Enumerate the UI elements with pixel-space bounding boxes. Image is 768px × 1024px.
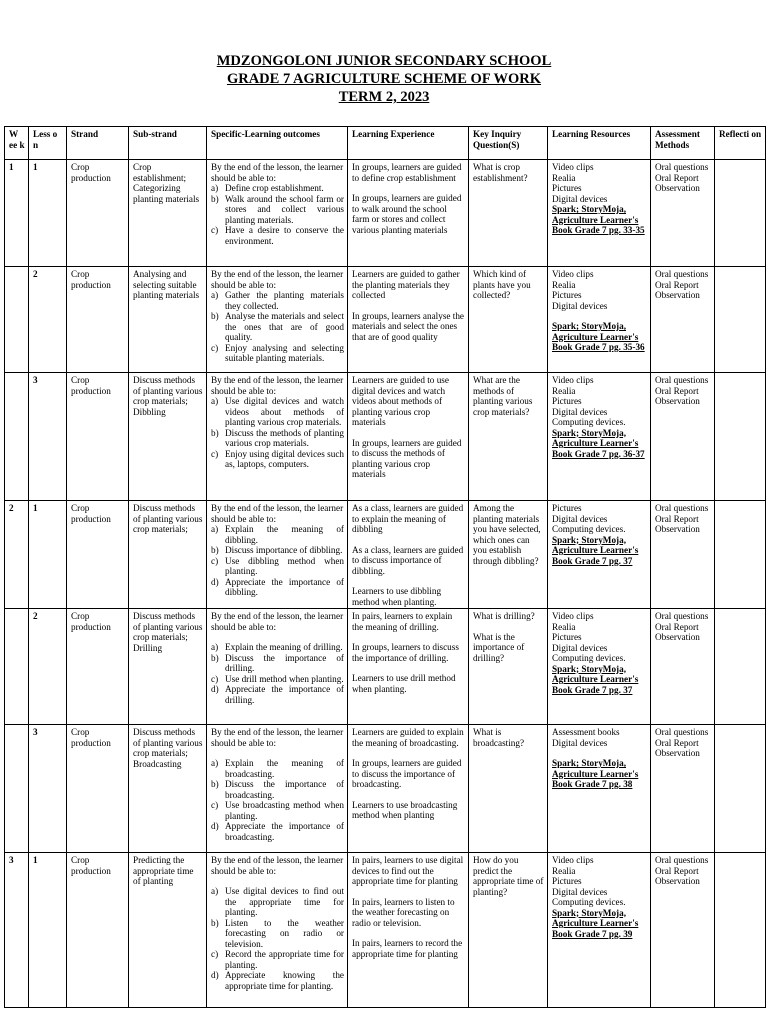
- outcome-item: [211, 970, 344, 991]
- outcome-marker: c): [211, 225, 219, 235]
- experience-cell: [348, 609, 469, 725]
- inquiry-question: Which kind of plants have you collected?: [473, 269, 531, 300]
- outcome-marker: a): [211, 642, 219, 652]
- resource-item: Realia: [552, 621, 576, 632]
- experience-paragraph: In pairs, learners to use digital devices to find out the appropriate time for planting: [352, 855, 464, 886]
- outcome-marker: b): [211, 917, 219, 928]
- resource-item: Video clips: [552, 375, 594, 385]
- outcomes-cell: [207, 725, 348, 853]
- col-header-substrand: Sub-strand: [129, 127, 207, 160]
- outcome-marker: c): [211, 800, 219, 810]
- strand-cell: Crop production: [67, 853, 129, 1008]
- resource-item: Digital devices: [552, 886, 608, 897]
- outcome-item: [211, 886, 344, 918]
- outcomes-list: [211, 642, 344, 705]
- outcome-item: [211, 674, 344, 685]
- outcomes-intro: By the end of the lesson, the learner should be able to:: [211, 375, 344, 396]
- resource-item: Digital devices: [552, 513, 608, 524]
- outcomes-cell: [207, 501, 348, 609]
- reflection-cell: [715, 609, 766, 725]
- outcomes-intro: By the end of the lesson, the learner should be able to:: [211, 162, 344, 183]
- outcome-text: Use digital devices to find out the appropriate time for planting.: [225, 886, 344, 917]
- experience-paragraph: In groups, learners are guided to discuss the methods of planting various crop materials: [352, 437, 462, 479]
- outcomes-cell: [207, 160, 348, 267]
- resource-item: Pictures: [552, 503, 582, 513]
- experience-paragraph: As a class, learners are guided to explain the meaning of dibbling: [352, 503, 464, 534]
- outcome-item: [211, 428, 344, 449]
- experience-paragraph: In groups, learners are guided to walk around the school farm or stores and collect various planting materials: [352, 193, 462, 235]
- resource-item: Digital devices: [552, 300, 608, 311]
- outcome-item: [211, 183, 344, 194]
- outcome-marker: a): [211, 290, 219, 300]
- week-cell: [5, 609, 29, 725]
- resources-cell: [548, 160, 651, 267]
- experience-paragraph: In groups, learners are guided to define crop establishment: [352, 162, 462, 183]
- resource-item: Pictures: [552, 290, 582, 300]
- resource-item: Computing devices.: [552, 524, 626, 534]
- substrand-cell: Discuss methods of planting various crop materials; Dibbling: [129, 373, 207, 501]
- outcome-marker: b): [211, 427, 219, 438]
- strand-cell: Crop production: [67, 373, 129, 501]
- textbook-reference: Spark; StoryMoja, Agriculture Learner's Book Grade 7 pg. 37: [552, 534, 639, 566]
- outcome-marker: a): [211, 183, 219, 193]
- inquiry-question: What is drilling?: [473, 611, 535, 621]
- inquiry-cell: [469, 725, 548, 853]
- experience-paragraph: Learners are guided to gather the planting materials they collected: [352, 269, 460, 300]
- outcomes-list: [211, 524, 344, 598]
- outcome-item: [211, 800, 344, 821]
- outcome-text: Explain the meaning of broadcasting.: [225, 758, 344, 779]
- outcome-marker: a): [211, 758, 219, 768]
- experience-paragraph: Learners to use drill method when planting.: [352, 673, 456, 694]
- inquiry-question: What is crop establishment?: [473, 162, 528, 183]
- outcome-item: [211, 642, 344, 653]
- substrand-cell: Predicting the appropriate time of planting: [129, 853, 207, 1008]
- experience-paragraph: In groups, learners are guided to discuss the importance of broadcasting.: [352, 758, 462, 789]
- inquiry-cell: [469, 853, 548, 1008]
- outcome-marker: c): [211, 949, 219, 959]
- inquiry-question: How do you predict the appropriate time of planting?: [473, 855, 544, 897]
- resource-item: Video clips: [552, 269, 594, 279]
- substrand-cell: Crop establishment; Categorizing planting materials: [129, 160, 207, 267]
- col-header-reflection: Reflecti on: [715, 127, 766, 160]
- table-header-row: [5, 127, 766, 160]
- inquiry-cell: [469, 373, 548, 501]
- outcome-marker: a): [211, 396, 219, 406]
- table-row: [5, 853, 766, 1008]
- resource-item: Video clips: [552, 611, 594, 621]
- outcomes-intro: By the end of the lesson, the learner should be able to:: [211, 727, 344, 748]
- outcomes-intro: By the end of the lesson, the learner should be able to:: [211, 269, 344, 290]
- outcomes-list: [211, 396, 344, 470]
- assessment-cell: Oral questions Oral Report Observation: [651, 853, 715, 1008]
- inquiry-question: What is broadcasting?: [473, 727, 525, 748]
- outcome-item: [211, 311, 344, 343]
- outcome-text: Analyse the materials and select the ones that are of good quality.: [225, 311, 344, 342]
- table-row: [5, 160, 766, 267]
- strand-cell: Crop production: [67, 725, 129, 853]
- reflection-cell: [715, 501, 766, 609]
- resource-item: Computing devices.: [552, 897, 626, 907]
- outcome-item: [211, 524, 344, 545]
- textbook-reference: Spark; StoryMoja, Agriculture Learner's Book Grade 7 pg. 35-36: [552, 321, 645, 352]
- outcome-item: [211, 653, 344, 674]
- outcome-text: Use digital devices and watch videos about methods of planting various crop materials.: [225, 396, 344, 427]
- outcome-item: [211, 194, 344, 226]
- resources-cell: [548, 501, 651, 609]
- reflection-cell: [715, 853, 766, 1008]
- reflection-cell: [715, 725, 766, 853]
- experience-cell: [348, 725, 469, 853]
- resource-item: Video clips: [552, 162, 594, 172]
- outcomes-list: [211, 290, 344, 364]
- experience-cell: [348, 160, 469, 267]
- outcome-marker: b): [211, 545, 219, 555]
- col-header-week: W ee k: [5, 127, 29, 160]
- col-header-assessment: Assessment Methods: [651, 127, 715, 160]
- outcome-item: [211, 343, 344, 364]
- outcomes-list: [211, 886, 344, 991]
- scheme-title: GRADE 7 AGRICULTURE SCHEME OF WORK: [226, 71, 542, 87]
- outcome-item: [211, 821, 344, 842]
- outcome-text: Enjoy using digital devices such as, laptops, computers.: [225, 448, 344, 469]
- inquiry-cell: [469, 267, 548, 373]
- lesson-cell: 1: [29, 853, 67, 1008]
- outcome-text: Use broadcasting method when planting.: [225, 800, 344, 821]
- outcome-text: Define crop establishment.: [225, 183, 324, 193]
- outcome-marker: d): [211, 970, 219, 980]
- assessment-cell: Oral questions Oral Report Observation: [651, 373, 715, 501]
- experience-cell: [348, 267, 469, 373]
- inquiry-question: What are the methods of planting various crop materials?: [473, 375, 533, 417]
- outcome-text: Record the appropriate time for planting.: [225, 949, 344, 970]
- outcomes-cell: [207, 609, 348, 725]
- assessment-cell: Oral questions Oral Report Observation: [651, 725, 715, 853]
- assessment-cell: Oral questions Oral Report Observation: [651, 609, 715, 725]
- substrand-cell: Discuss methods of planting various crop materials;: [129, 501, 207, 609]
- outcome-text: Listen to the weather forecasting on radio or television.: [225, 917, 344, 949]
- textbook-reference: Spark; StoryMoja, Agriculture Learner's Book Grade 7 pg. 36-37: [552, 427, 645, 459]
- inquiry-cell: [469, 160, 548, 267]
- outcome-item: [211, 556, 344, 577]
- outcome-text: Appreciate the importance of drilling.: [225, 684, 344, 705]
- outcome-marker: c): [211, 673, 219, 684]
- outcomes-intro: By the end of the lesson, the learner should be able to:: [211, 611, 344, 632]
- experience-paragraph: Learners to use dibbling method when planting.: [352, 586, 442, 607]
- experience-paragraph: As a class, learners are guided to discuss importance of dibbling.: [352, 544, 464, 576]
- experience-cell: [348, 853, 469, 1008]
- resource-item: Realia: [552, 865, 576, 876]
- resource-item: Computing devices.: [552, 653, 626, 663]
- outcomes-intro: By the end of the lesson, the learner should be able to:: [211, 503, 344, 524]
- outcome-text: Discuss the importance of drilling.: [225, 652, 344, 673]
- reflection-cell: [715, 160, 766, 267]
- outcome-marker: a): [211, 524, 219, 534]
- outcome-item: [211, 918, 344, 950]
- outcome-text: Use drill method when planting.: [225, 673, 344, 684]
- outcomes-list: [211, 758, 344, 842]
- outcome-marker: b): [211, 779, 219, 789]
- lesson-cell: 2: [29, 609, 67, 725]
- outcome-text: Appreciate the importance of broadcasting.: [225, 821, 344, 842]
- outcome-item: [211, 396, 344, 428]
- outcomes-cell: [207, 853, 348, 1008]
- resource-item: Digital devices: [552, 406, 608, 417]
- resource-item: Computing devices.: [552, 417, 626, 427]
- week-cell: [5, 267, 29, 373]
- outcome-item: [211, 758, 344, 779]
- inquiry-question: Among the planting materials you have selected, which ones can you establish through dibbling?: [473, 503, 541, 566]
- resource-item: Realia: [552, 385, 576, 396]
- outcome-text: Discuss the methods of planting various crop materials.: [225, 427, 344, 448]
- week-cell: 2: [5, 501, 29, 609]
- outcome-item: [211, 577, 344, 598]
- outcome-marker: b): [211, 193, 219, 204]
- week-cell: 3: [5, 853, 29, 1008]
- outcome-item: [211, 779, 344, 800]
- resource-item: Pictures: [552, 632, 582, 642]
- outcome-text: Appreciate knowing the appropriate time for planting.: [225, 970, 344, 991]
- inquiry-cell: [469, 501, 548, 609]
- resource-item: Pictures: [552, 183, 582, 193]
- table-body: [5, 160, 766, 1008]
- strand-cell: Crop production: [67, 609, 129, 725]
- assessment-cell: Oral questions Oral Report Observation: [651, 501, 715, 609]
- table-row: [5, 373, 766, 501]
- textbook-reference: Spark; StoryMoja, Agriculture Learner's Book Grade 7 pg. 33-35: [552, 204, 645, 235]
- outcome-text: Gather the planting materials they collected.: [225, 290, 344, 311]
- resource-item: Pictures: [552, 876, 582, 886]
- resource-item: Digital devices: [552, 193, 608, 204]
- outcome-text: Walk around the school farm or stores and collect various planting materials.: [225, 193, 344, 225]
- experience-paragraph: In pairs, learners to listen to the weather forecasting on radio or television.: [352, 896, 455, 928]
- week-cell: [5, 373, 29, 501]
- outcome-item: [211, 545, 344, 556]
- experience-cell: [348, 501, 469, 609]
- strand-cell: Crop production: [67, 267, 129, 373]
- inquiry-question: What is the importance of drilling?: [473, 631, 525, 663]
- resource-item: Video clips: [552, 855, 594, 865]
- table-row: [5, 267, 766, 373]
- col-header-lesson: Less o n: [29, 127, 67, 160]
- outcome-text: Explain the meaning of dibbling.: [225, 524, 344, 545]
- inquiry-cell: [469, 609, 548, 725]
- textbook-reference: Spark; StoryMoja, Agriculture Learner's Book Grade 7 pg. 37: [552, 663, 639, 695]
- col-header-resources: Learning Resources: [548, 127, 651, 160]
- week-cell: [5, 725, 29, 853]
- outcome-marker: c): [211, 555, 219, 566]
- term-title: TERM 2, 2023: [338, 89, 430, 105]
- document-header: [0, 52, 768, 106]
- school-title: MDZONGOLONI JUNIOR SECONDARY SCHOOL: [216, 53, 552, 69]
- experience-paragraph: Learners to use broadcasting method when planting: [352, 799, 458, 820]
- resource-item: Digital devices: [552, 737, 608, 748]
- outcome-marker: c): [211, 448, 219, 459]
- experience-paragraph: In pairs, learners to explain the meaning of drilling.: [352, 611, 453, 632]
- lesson-cell: 3: [29, 373, 67, 501]
- outcome-marker: b): [211, 311, 219, 321]
- substrand-cell: Analysing and selecting suitable planting materials: [129, 267, 207, 373]
- assessment-cell: Oral questions Oral Report Observation: [651, 160, 715, 267]
- scheme-of-work-table: [4, 126, 766, 1008]
- experience-cell: [348, 373, 469, 501]
- outcome-text: Discuss the importance of broadcasting.: [225, 779, 344, 800]
- reflection-cell: [715, 373, 766, 501]
- outcome-text: Explain the meaning of drilling.: [225, 642, 343, 652]
- week-cell: 1: [5, 160, 29, 267]
- col-header-outcomes: Specific-Learning outcomes: [207, 127, 348, 160]
- outcome-marker: d): [211, 684, 219, 694]
- outcomes-list: [211, 183, 344, 246]
- outcome-item: [211, 449, 344, 470]
- outcome-marker: c): [211, 342, 219, 353]
- strand-cell: Crop production: [67, 501, 129, 609]
- experience-paragraph: In pairs, learners to record the appropriate time for planting: [352, 938, 463, 959]
- textbook-reference: Spark; StoryMoja, Agriculture Learner's Book Grade 7 pg. 39: [552, 907, 639, 939]
- outcome-item: [211, 684, 344, 705]
- outcome-text: Appreciate the importance of dibbling.: [225, 576, 344, 597]
- experience-paragraph: Learners are guided to use digital devices and watch videos about methods of planting various crop materials: [352, 375, 449, 427]
- outcomes-cell: [207, 267, 348, 373]
- resource-item: Pictures: [552, 396, 582, 406]
- outcome-marker: a): [211, 886, 219, 896]
- outcome-marker: b): [211, 652, 219, 663]
- outcome-text: Enjoy analysing and selecting suitable planting materials.: [225, 342, 344, 363]
- substrand-cell: Discuss methods of planting various crop materials; Broadcasting: [129, 725, 207, 853]
- outcome-text: Have a desire to conserve the environment.: [225, 225, 344, 246]
- substrand-cell: Discuss methods of planting various crop materials; Drilling: [129, 609, 207, 725]
- resource-item: Realia: [552, 279, 576, 290]
- resources-cell: [548, 725, 651, 853]
- outcome-item: [211, 290, 344, 311]
- experience-paragraph: Learners are guided to explain the meaning of broadcasting.: [352, 727, 464, 748]
- col-header-strand: Strand: [67, 127, 129, 160]
- outcome-text: Use dibbling method when planting.: [225, 555, 344, 576]
- resource-item: Realia: [552, 172, 576, 183]
- lesson-cell: 1: [29, 501, 67, 609]
- resources-cell: [548, 373, 651, 501]
- table-row: [5, 501, 766, 609]
- outcomes-cell: [207, 373, 348, 501]
- outcome-marker: d): [211, 821, 219, 831]
- textbook-reference: Spark; StoryMoja, Agriculture Learner's Book Grade 7 pg. 38: [552, 758, 639, 789]
- experience-paragraph: In groups, learners to discuss the importance of drilling.: [352, 642, 459, 663]
- resource-item: Assessment books: [552, 727, 620, 737]
- col-header-experience: Learning Experience: [348, 127, 469, 160]
- strand-cell: Crop production: [67, 160, 129, 267]
- lesson-cell: 1: [29, 160, 67, 267]
- outcomes-intro: By the end of the lesson, the learner should be able to:: [211, 855, 344, 876]
- lesson-cell: 3: [29, 725, 67, 853]
- resources-cell: [548, 853, 651, 1008]
- outcome-item: [211, 225, 344, 246]
- col-header-inquiry: Key Inquiry Question(S): [469, 127, 548, 160]
- outcome-item: [211, 949, 344, 970]
- outcome-marker: d): [211, 576, 219, 587]
- table-row: [5, 725, 766, 853]
- lesson-cell: 2: [29, 267, 67, 373]
- assessment-cell: Oral questions Oral Report Observation: [651, 267, 715, 373]
- reflection-cell: [715, 267, 766, 373]
- outcome-text: Discuss importance of dibbling.: [225, 545, 343, 555]
- resource-item: Digital devices: [552, 642, 608, 653]
- experience-paragraph: In groups, learners analyse the materials and select the ones that are of good quality: [352, 310, 464, 342]
- resources-cell: [548, 609, 651, 725]
- resources-cell: [548, 267, 651, 373]
- table-row: [5, 609, 766, 725]
